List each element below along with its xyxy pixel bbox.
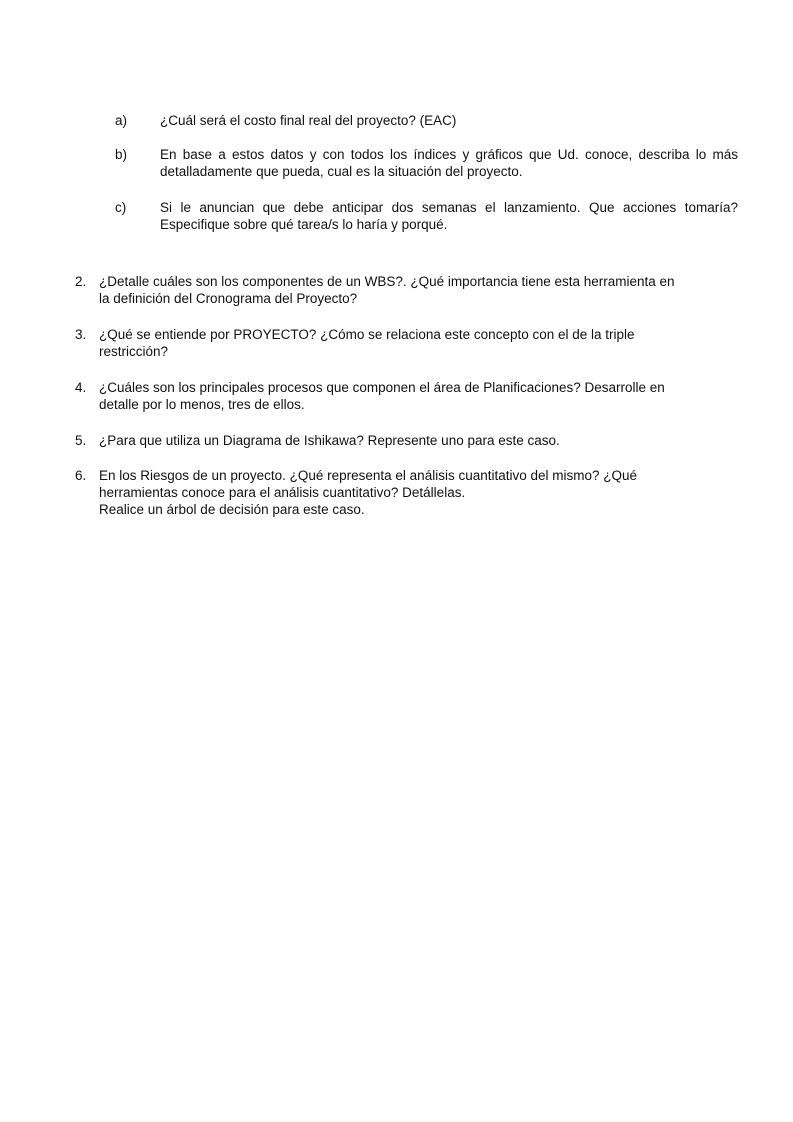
question-line: la definición del Cronograma del Proyecto? — [99, 291, 358, 306]
question-line: ¿Qué se entiende por PROYECTO? ¿Cómo se relaciona este concepto con el de la triple — [99, 327, 635, 342]
sub-item-text — [160, 199, 738, 233]
question-number: 5. — [75, 433, 87, 448]
question-number: 6. — [75, 468, 87, 483]
question-text — [99, 467, 715, 518]
question-line: detalle por lo menos, tres de ellos. — [99, 397, 305, 412]
sub-item-label: b) — [115, 147, 128, 162]
question-number: 3. — [75, 327, 87, 342]
question-line: ¿Cuáles son los principales procesos que componen el área de Planificaciones? Desarrolle en — [99, 380, 665, 395]
question-line: herramientas conoce para el análisis cuantitativo? Detállelas. — [99, 485, 466, 500]
question-line: Realice un árbol de decisión para este caso. — [99, 502, 365, 517]
question-text — [99, 379, 715, 413]
sub-item-line: Si le anuncian que debe anticipar dos semanas el lanzamiento. Que acciones tomaría? — [160, 200, 738, 215]
question-text — [99, 273, 715, 307]
question-line: En los Riesgos de un proyecto. ¿Qué representa el análisis cuantitativo del mismo? ¿Qué — [99, 468, 638, 483]
sub-item-line: Especifique sobre qué tarea/s lo haría y porqué. — [160, 217, 448, 232]
question-number: 2. — [75, 274, 87, 289]
question-line: restricción? — [99, 344, 169, 359]
sub-item-line: ¿Cuál será el costo final real del proyecto? (EAC) — [160, 113, 457, 128]
sub-item-label: c) — [115, 200, 127, 215]
question-text — [99, 432, 715, 449]
sub-item-text — [160, 112, 738, 129]
sub-item-line: detalladamente que pueda, cual es la situación del proyecto. — [160, 164, 523, 179]
question-text — [99, 326, 715, 360]
question-line: ¿Detalle cuáles son los componentes de un WBS?. ¿Qué importancia tiene esta herramienta en — [99, 274, 675, 289]
sub-item-label: a) — [115, 113, 128, 128]
sub-item-line: En base a estos datos y con todos los índices y gráficos que Ud. conoce, describa lo más — [160, 147, 738, 162]
sub-item-text — [160, 146, 738, 180]
question-line: ¿Para que utiliza un Diagrama de Ishikawa? Represente uno para este caso. — [99, 433, 560, 448]
question-number: 4. — [75, 380, 87, 395]
